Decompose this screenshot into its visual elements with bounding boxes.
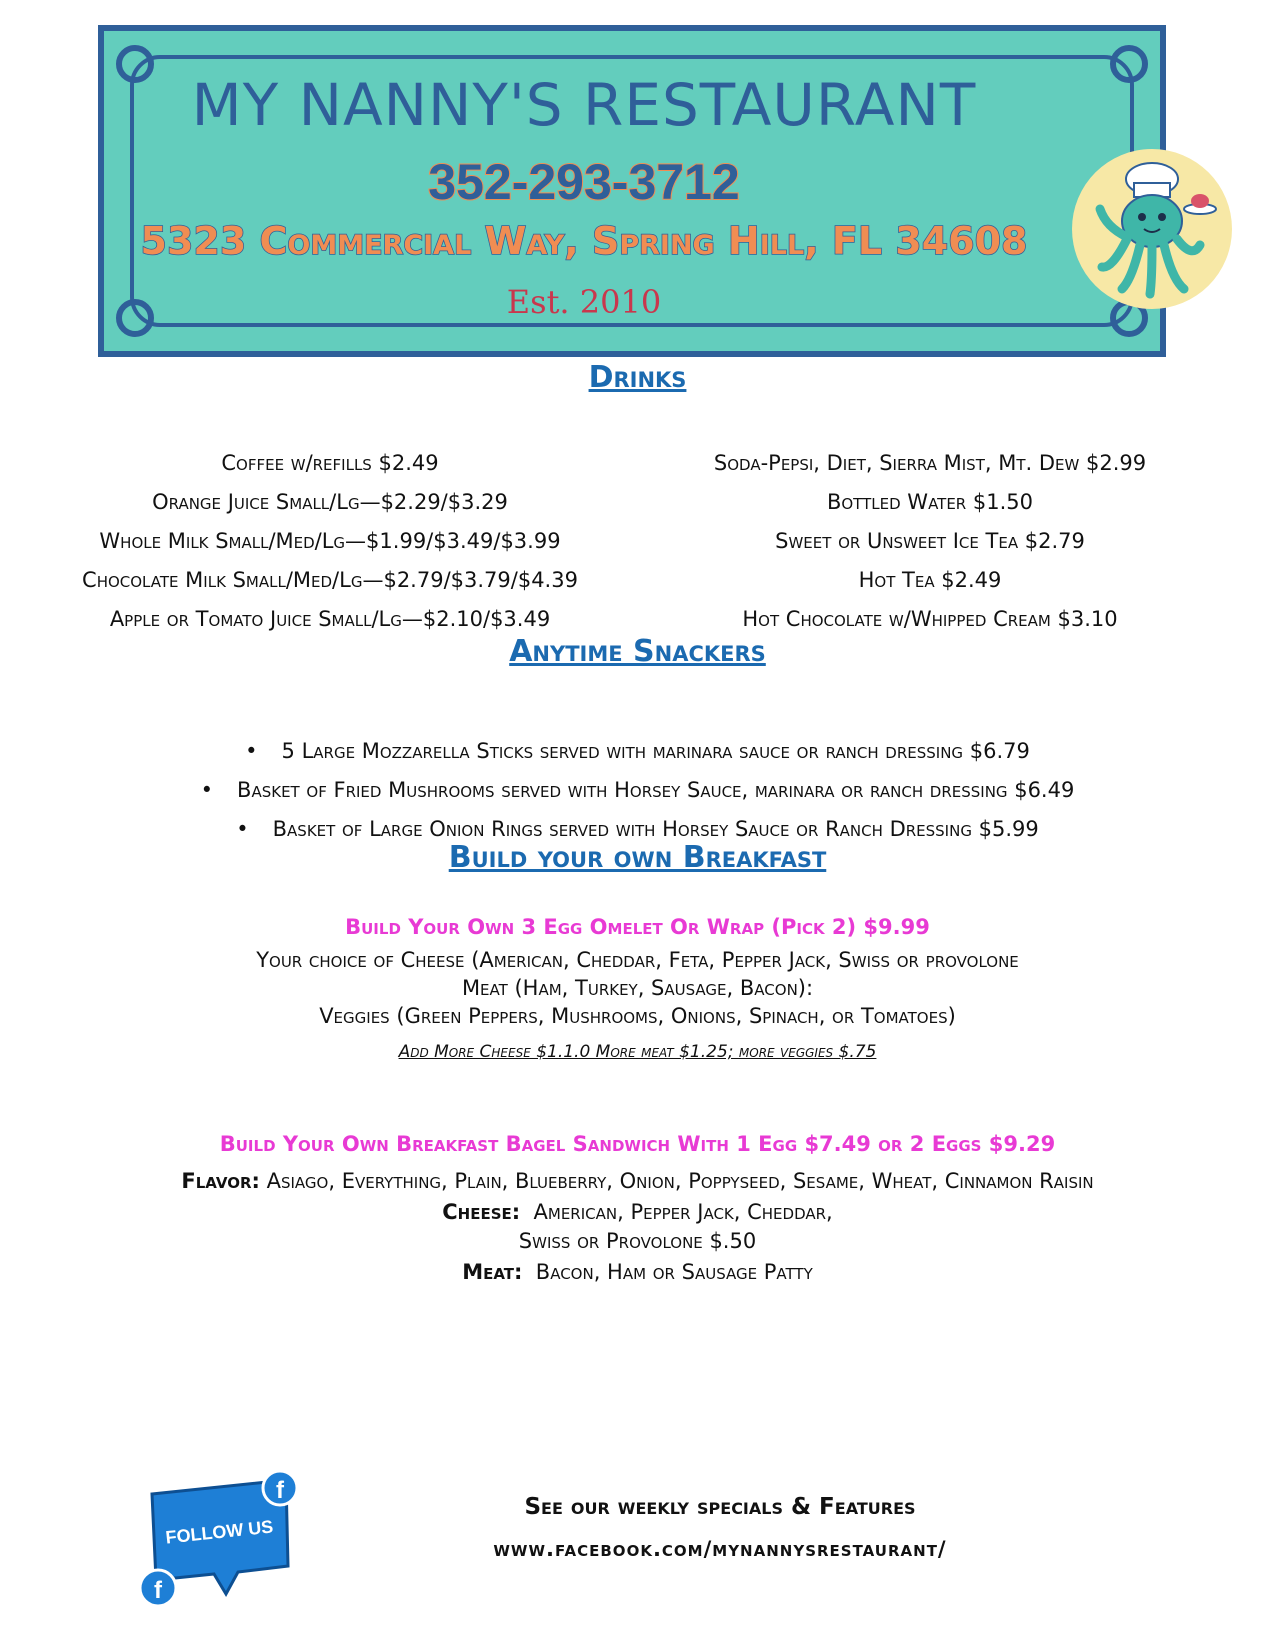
facebook-link[interactable]: www.facebook.com/mynannysrestaurant/: [493, 1537, 947, 1561]
bagel-flavor-line: [0, 1169, 1275, 1193]
snackers-list: [0, 732, 1275, 849]
cheese-options: American, Pepper Jack, Cheddar,: [533, 1200, 833, 1224]
omelet-veggies-line: Veggies (Green Peppers, Mushrooms, Onions, Spinach, or Tomatoes): [319, 1004, 956, 1028]
corner-ring-icon: [1110, 45, 1148, 83]
meat-options: Bacon, Ham or Sausage Patty: [535, 1260, 813, 1284]
drink-item: Hot Chocolate w/Whipped Cream $3.10: [742, 607, 1118, 631]
weekly-specials-text: See our weekly specials & Features: [524, 1494, 916, 1520]
drink-item: Orange Juice Small/Lg—$2.29/$3.29: [152, 490, 508, 514]
omelet-meat-line: Meat (Ham, Turkey, Sausage, Bacon):: [461, 976, 814, 1000]
drink-item: Coffee w/refills $2.49: [221, 451, 439, 475]
drinks-title: Drinks: [588, 360, 687, 395]
omelet-cheese-line: Your choice of Cheese (American, Cheddar, Feta, Pepper Jack, Swiss or provolone: [256, 948, 1019, 972]
drink-item: Hot Tea $2.49: [858, 568, 1002, 592]
breakfast-title: Build your own Breakfast: [448, 840, 827, 875]
meat-label: Meat:: [462, 1260, 523, 1284]
bagel-cheese-line: [0, 1200, 1275, 1224]
drink-item: Bottled Water $1.50: [826, 490, 1034, 514]
drink-item: Whole Milk Small/Med/Lg—$1.99/$3.49/$3.99: [99, 529, 561, 553]
follow-us-text: FOLLOW US: [164, 1516, 275, 1548]
bagel-cheese-line-2: Swiss or Provolone $.50: [518, 1229, 757, 1253]
address: 5323 Commercial Way, Spring Hill, FL 34608: [140, 219, 1028, 263]
header-banner: [98, 25, 1166, 357]
omelet-extras-note: Add More Cheese $1.1.0 More meat $1.25; more veggies $.75: [398, 1042, 877, 1062]
established-year: Est. 2010: [506, 283, 662, 321]
drink-item: Apple or Tomato Juice Small/Lg—$2.10/$3.49: [109, 607, 551, 631]
phone-number[interactable]: 352-293-3712: [428, 154, 740, 210]
bullet-icon: •: [245, 739, 258, 763]
facebook-icon: [263, 1471, 297, 1505]
bagel-heading: Build Your Own Breakfast Bagel Sandwich With 1 Egg $7.49 or 2 Eggs $9.29: [219, 1132, 1056, 1156]
svg-text:f: f: [276, 1477, 284, 1504]
snackers-title: Anytime Snackers: [509, 634, 766, 669]
omelet-heading: Build Your Own 3 Egg Omelet Or Wrap (Pick 2) $9.99: [345, 915, 930, 939]
follow-us-badge[interactable]: [138, 1470, 308, 1620]
drink-item: Soda-Pepsi, Diet, Sierra Mist, Mt. Dew $2.99: [713, 451, 1147, 475]
facebook-icon: [140, 1570, 176, 1606]
restaurant-name: MY NANNY'S RESTAURANT: [191, 71, 977, 139]
list-item: • Basket of Fried Mushrooms served with Horsey Sauce, marinara or ranch dressing $6.49: [0, 771, 1275, 810]
drink-item: Chocolate Milk Small/Med/Lg—$2.79/$3.79/$4.39: [82, 568, 578, 592]
bagel-meat-line: [0, 1260, 1275, 1284]
drink-item: Sweet or Unsweet Ice Tea $2.79: [775, 529, 1085, 553]
bullet-icon: •: [236, 817, 249, 841]
svg-text:f: f: [154, 1577, 162, 1604]
list-item: • Basket of Large Onion Rings served with Horsey Sauce or Ranch Dressing $5.99: [0, 810, 1275, 849]
bullet-icon: •: [200, 778, 214, 802]
omelet-note-row: [0, 1038, 1275, 1062]
cheese-label: Cheese:: [442, 1200, 521, 1224]
flavor-label: Flavor:: [181, 1169, 260, 1193]
flavor-options: Asiago, Everything, Plain, Blueberry, Onion, Poppyseed, Sesame, Wheat, Cinnamon Raisin: [266, 1169, 1094, 1193]
drinks-left-column: [30, 444, 630, 639]
octopus-chef-icon: [1072, 149, 1232, 309]
list-item: • 5 Large Mozzarella Sticks served with marinara sauce or ranch dressing $6.79: [0, 732, 1275, 771]
drinks-right-column: [630, 444, 1230, 639]
